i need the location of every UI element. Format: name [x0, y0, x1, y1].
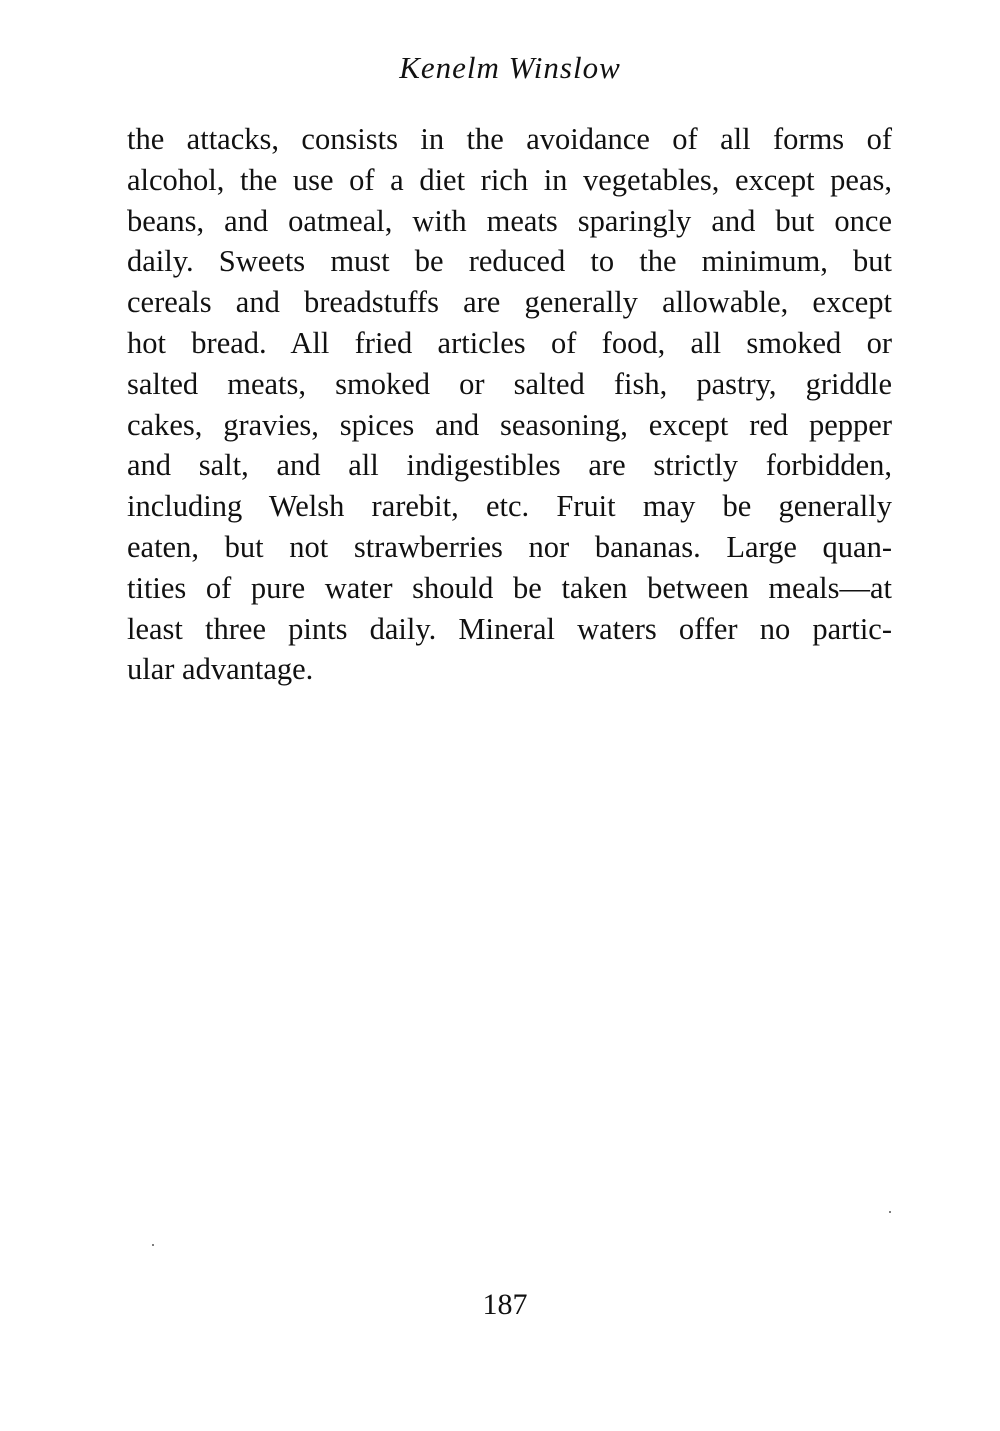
- text-line: beans, and oatmeal, with meats sparingly and but once: [127, 203, 892, 238]
- scan-speck: [152, 1244, 154, 1246]
- running-header: Kenelm Winslow: [399, 50, 621, 85]
- text-line: the attacks, consists in the avoidance of all forms of: [127, 122, 892, 156]
- text-line: cakes, gravies, spices and seasoning, except red pepper: [127, 407, 892, 442]
- text-line: eaten, but not strawberries nor bananas. Large quan-: [127, 529, 892, 564]
- scan-speck: [889, 1211, 891, 1213]
- text-line: least three pints daily. Mineral waters offer no partic-: [127, 611, 892, 646]
- text-line: and salt, and all indigestibles are strictly forbidden,: [127, 448, 892, 483]
- page-number: 187: [482, 1288, 528, 1321]
- text-line: hot bread. All fried articles of food, all smoked or: [127, 325, 892, 360]
- text-line: salted meats, smoked or salted fish, pastry, griddle: [127, 366, 892, 401]
- body-paragraph: [127, 119, 892, 690]
- text-line: ular advantage.: [127, 652, 314, 687]
- text-line: tities of pure water should be taken between meals—at: [127, 570, 892, 605]
- text-line: daily. Sweets must be reduced to the minimum, but: [127, 244, 892, 279]
- text-line: alcohol, the use of a diet rich in vegetables, except peas,: [127, 162, 892, 197]
- text-line: including Welsh rarebit, etc. Fruit may be generally: [127, 489, 892, 524]
- text-line: cereals and breadstuffs are generally allowable, except: [127, 285, 892, 320]
